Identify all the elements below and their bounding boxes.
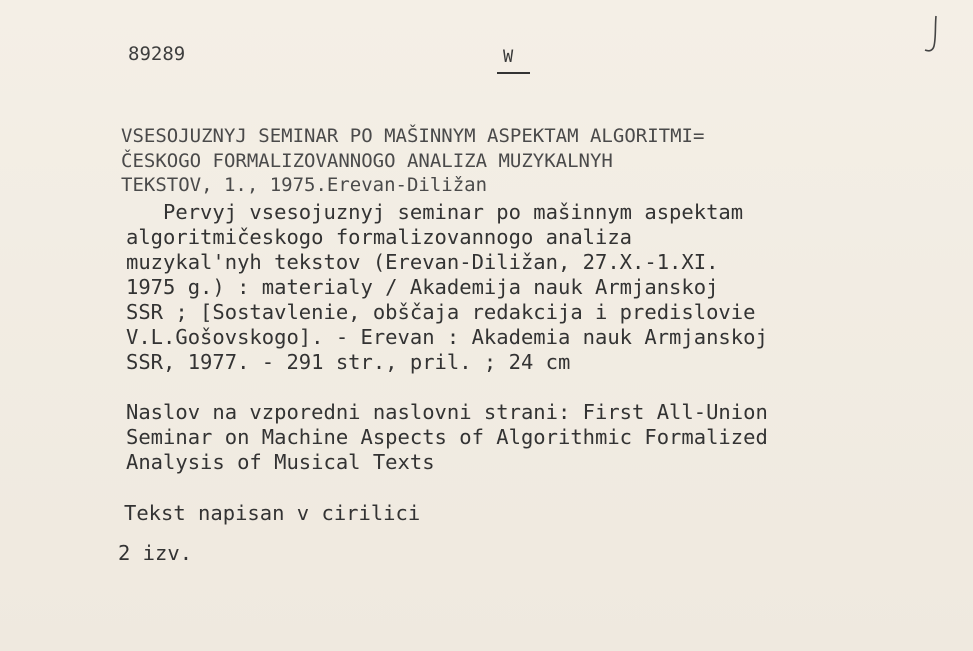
- check-mark-icon: [922, 14, 944, 54]
- note-line: Seminar on Machine Aspects of Algorithmic Formalized: [126, 425, 768, 449]
- heading-line: VSESOJUZNYJ SEMINAR PO MAŠINNYM ASPEKTAM ALGORITMI=: [121, 125, 705, 147]
- shelf-mark-underline: [497, 72, 530, 74]
- description-line: 1975 g.) : materialy / Akademija nauk Armjanskoj: [126, 275, 719, 299]
- script-note: Tekst napisan v cirilici: [124, 501, 421, 525]
- note-line: Naslov na vzporedni naslovni strani: First All-Union: [126, 400, 768, 424]
- description-line: algoritmičeskogo formalizovannogo analiza: [126, 225, 633, 249]
- description-line: SSR ; [Sostavlenie, obščaja redakcija i predislovie: [126, 300, 756, 324]
- description-line: muzykal'nyh tekstov (Erevan-Diližan, 27.X.-1.XI.: [126, 250, 719, 274]
- note-line: Analysis of Musical Texts: [126, 450, 435, 474]
- heading-line: TEKSTOV, 1., 1975.Erevan-Diližan: [121, 174, 488, 196]
- description-line: V.L.Gošovskogo]. - Erevan : Akademia nauk Armjanskoj: [126, 325, 768, 349]
- heading-line: ČESKOGO FORMALIZOVANNOGO ANALIZA MUZYKALNYH: [121, 150, 613, 172]
- shelf-mark: W: [503, 47, 514, 67]
- card-number: 89289: [128, 43, 186, 65]
- description-line: Pervyj vsesojuznyj seminar po mašinnym aspektam: [126, 200, 744, 224]
- copies-count: 2 izv.: [118, 541, 193, 565]
- description-line: SSR, 1977. - 291 str., pril. ; 24 cm: [126, 350, 571, 374]
